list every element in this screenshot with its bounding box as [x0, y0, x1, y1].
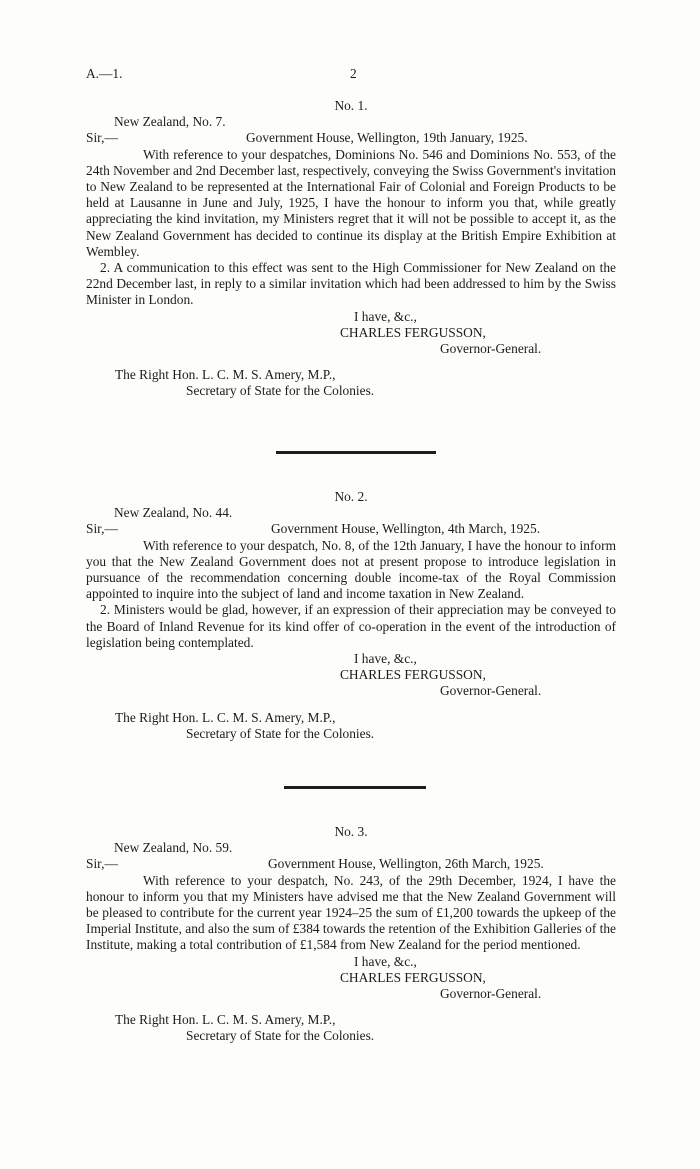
letter-2: [86, 489, 616, 742]
page-number: 2: [350, 66, 357, 81]
signatory: CHARLES FERGUSSON,: [340, 667, 486, 683]
letter-3: [86, 824, 616, 1045]
letter-number: No. 2.: [334, 489, 368, 504]
signatory-title: Governor-General.: [440, 683, 542, 699]
salutation-line: [86, 856, 616, 872]
despatch-reference: New Zealand, No. 59.: [114, 840, 233, 856]
despatch-reference: New Zealand, No. 7.: [114, 114, 226, 130]
closing: I have, &c.,: [354, 308, 417, 324]
salutation-line: [86, 130, 616, 146]
salutation: Sir,—: [86, 130, 118, 146]
sender-address: Government House, Wellington, 26th March, 1925.: [268, 856, 544, 872]
despatch-reference: New Zealand, No. 44.: [114, 505, 233, 521]
sender-address: Government House, Wellington, 19th January, 1925.: [246, 130, 528, 146]
closing: I have, &c.,: [354, 651, 417, 667]
addressee-title: Secretary of State for the Colonies.: [186, 725, 375, 741]
addressee: The Right Hon. L. C. M. S. Amery, M.P.,: [115, 367, 336, 383]
body-paragraph: With reference to your despatch, No. 8, of the 12th January, I have the honour to inform you that the New Zealand Government does not at present propose to introduce legislation in pursuance of the recommendation concerning double income-tax of the Royal Commission appointed to inquire into the subject of land and income taxation in New Zealand.: [86, 537, 616, 602]
addressee-title: Secretary of State for the Colonies.: [186, 383, 375, 399]
body-paragraph: With reference to your despatches, Dominions No. 546 and Dominions No. 553, of the 24th November and 2nd December last, respectively, conveying the Swiss Government's invitation to New Zealand to be represented at the International Fair of Colonial and Foreign Products to be held at Lausanne in June and July, 1925, I have the honour to inform you that, while greatly appreciating the kind invitation, my Ministers regret that it will not be possible to accept it, as the New Zealand Government has decided to continue its display at the British Empire Exhibition at Wembley.: [86, 146, 616, 259]
addressee: The Right Hon. L. C. M. S. Amery, M.P.,: [115, 709, 336, 725]
section-divider: [276, 451, 436, 454]
signatory-title: Governor-General.: [440, 341, 542, 357]
page-header: [86, 66, 616, 82]
letter-number: No. 1.: [334, 98, 368, 113]
signatory-title: Governor-General.: [440, 986, 542, 1002]
signatory: CHARLES FERGUSSON,: [340, 324, 486, 340]
signatory: CHARLES FERGUSSON,: [340, 969, 486, 985]
body-paragraph: 2. Ministers would be glad, however, if an expression of their appreciation may be conveyed to the Board of Inland Revenue for its kind offer of co-operation in the event of the introduction of legislation being contemplated.: [86, 602, 616, 650]
letter-number: No. 3.: [334, 824, 368, 839]
section-divider: [284, 786, 426, 789]
body-paragraph: 2. A communication to this effect was sent to the High Commissioner for New Zealand on the 22nd December last, in reply to a similar invitation which had been addressed to him by the Swiss Minister in London.: [86, 260, 616, 308]
body-paragraph: With reference to your despatch, No. 243, of the 29th December, 1924, I have the honour to inform you that my Ministers have advised me that the New Zealand Government will be pleased to contribute for the current year 1924–25 the sum of £1,200 towards the upkeep of the Imperial Institute, and also the sum of £384 towards the retention of the Exhibition Galleries of the Institute, making a total contribution of £1,584 from New Zealand for the period mentioned.: [86, 872, 616, 953]
letter-1: [86, 98, 616, 400]
addressee: The Right Hon. L. C. M. S. Amery, M.P.,: [115, 1012, 336, 1028]
salutation: Sir,—: [86, 856, 118, 872]
salutation: Sir,—: [86, 521, 118, 537]
addressee-title: Secretary of State for the Colonies.: [186, 1028, 375, 1044]
closing: I have, &c.,: [354, 953, 417, 969]
document-reference: A.—1.: [86, 66, 123, 81]
salutation-line: [86, 521, 616, 537]
sender-address: Government House, Wellington, 4th March, 1925.: [271, 521, 541, 537]
